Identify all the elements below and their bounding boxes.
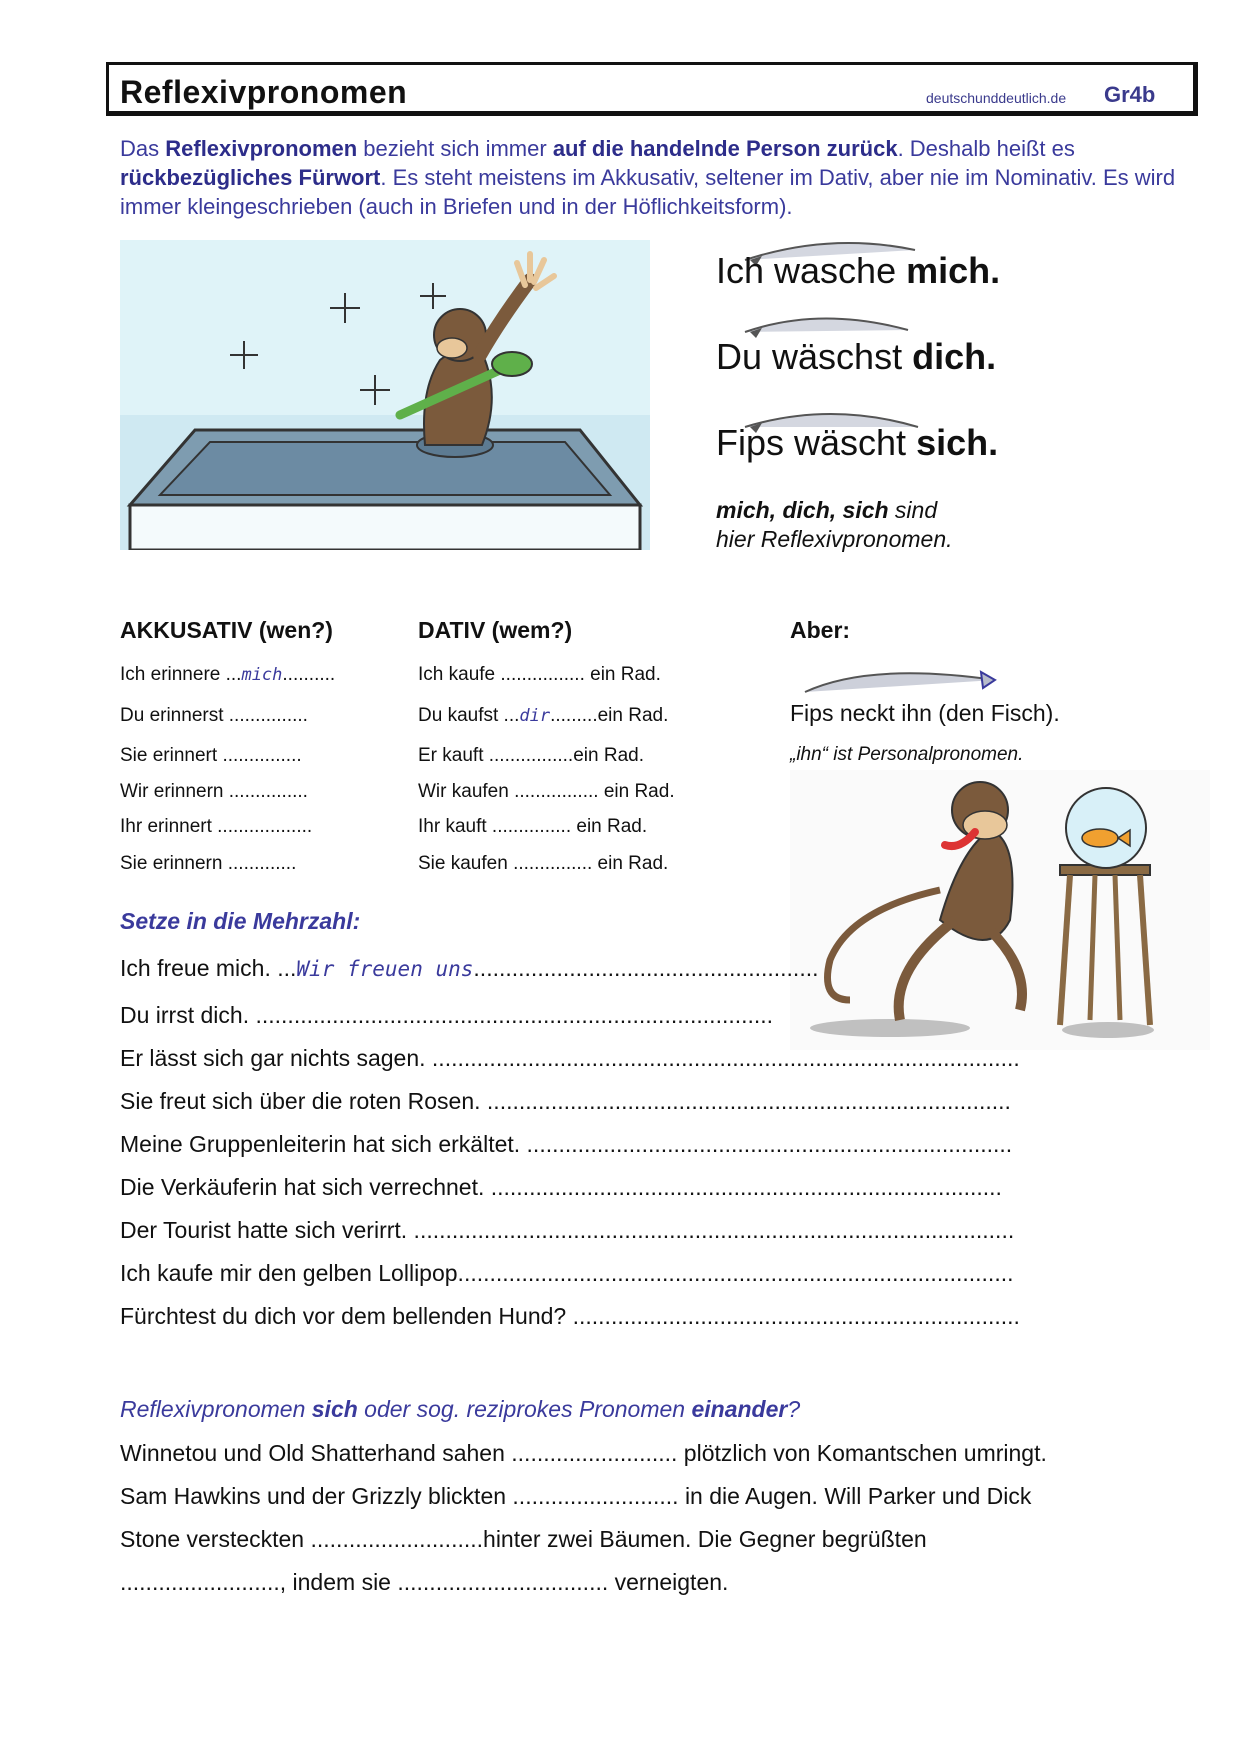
- mehrzahl-line: Der Tourist hatte sich verirrt. ..............................................................................................: [120, 1217, 1015, 1243]
- mehrzahl-title: Setze in die Mehrzahl:: [120, 908, 361, 934]
- akkusativ-row: Sie erinnern .............: [120, 853, 297, 874]
- dativ-heading: DATIV (wem?): [418, 617, 573, 643]
- dativ-row: Wir kaufen ................ ein Rad.: [418, 781, 675, 802]
- dativ-row: Ich kaufe ................ ein Rad.: [418, 664, 661, 685]
- dativ-row: Sie kaufen ............... ein Rad.: [418, 853, 669, 874]
- reziprok-line: Stone versteckten ...........................hinter zwei Bäumen. Die Gegner begrüßten: [120, 1526, 927, 1552]
- akkusativ-heading: AKKUSATIV (wen?): [120, 617, 333, 643]
- akkusativ-row: Wir erinnern ...............: [120, 781, 308, 802]
- reziprok-line: Sam Hawkins und der Grizzly blickten .......................... in die Augen. Will Parker und Dick: [120, 1483, 1032, 1509]
- akkusativ-row: Ihr erinnert ..................: [120, 816, 313, 837]
- akkusativ-row: Du erinnerst ...............: [120, 705, 308, 726]
- example-note: mich, dich, sich sind hier Reflexivpronomen.: [716, 497, 953, 552]
- worksheet-code: Gr4b: [1104, 82, 1156, 107]
- example-3: Fips wäscht sich.: [716, 422, 999, 463]
- monkey-fish-illustration: [790, 770, 1210, 1050]
- aber-note: „ihn“ ist Personalpronomen.: [790, 744, 1024, 765]
- reziprok-line: ........................., indem sie ................................. verneigten.: [120, 1569, 729, 1595]
- mehrzahl-line: Die Verkäuferin hat sich verrechnet. ................................................................................: [120, 1174, 1002, 1200]
- aber-heading: Aber:: [790, 617, 851, 643]
- dativ-row: Er kauft ................ein Rad.: [418, 745, 644, 766]
- reziprok-title: Reflexivpronomen sich oder sog. reziprokes Pronomen einander?: [120, 1396, 801, 1422]
- example-2: Du wäschst dich.: [716, 336, 997, 377]
- mehrzahl-line: Ich freue mich. ...Wir freuen uns......................................................: [120, 955, 819, 981]
- page-title: Reflexivpronomen: [120, 74, 408, 110]
- arrow-aber-icon: [800, 662, 1000, 696]
- mehrzahl-line: Ich kaufe mir den gelben Lollipop.......................................................................................: [120, 1260, 1014, 1286]
- reziprok-line: Winnetou und Old Shatterhand sahen .......................... plötzlich von Komantschen umringt.: [120, 1440, 1047, 1466]
- akkusativ-row: Sie erinnert ...............: [120, 745, 302, 766]
- example-1: Ich wasche mich.: [716, 250, 1001, 291]
- mehrzahl-line: Sie freut sich über die roten Rosen. ..................................................................................: [120, 1088, 1011, 1114]
- mehrzahl-line: Fürchtest du dich vor dem bellenden Hund? ......................................................................: [120, 1303, 1020, 1329]
- monkey-bath-illustration: [120, 240, 650, 550]
- dativ-row: Ihr kauft ............... ein Rad.: [418, 816, 648, 837]
- akkusativ-row: Ich erinnere ...mich..........: [120, 664, 336, 685]
- aber-sentence: Fips neckt ihn (den Fisch).: [790, 700, 1060, 726]
- dativ-row: Du kaufst ...dir.........ein Rad.: [418, 705, 669, 726]
- mehrzahl-line: Er lässt sich gar nichts sagen. ............................................................................................: [120, 1045, 1020, 1071]
- mehrzahl-line: Meine Gruppenleiterin hat sich erkältet. ............................................................................: [120, 1131, 1013, 1157]
- site-name: deutschunddeutlich.de: [926, 90, 1067, 106]
- mehrzahl-line: Du irrst dich. .................................................................................: [120, 1002, 774, 1028]
- intro-paragraph: Das Reflexivpronomen bezieht sich immer auf die handelnde Person zurück. Deshalb heißt es rückbezügliches Fürwort. Es steht meistens im Akkusativ, seltener im Dativ, aber nie im Nominativ. Es wird immer kleingeschrieben (auch in Briefen und in der Höflichkeitsform).: [120, 136, 1176, 219]
